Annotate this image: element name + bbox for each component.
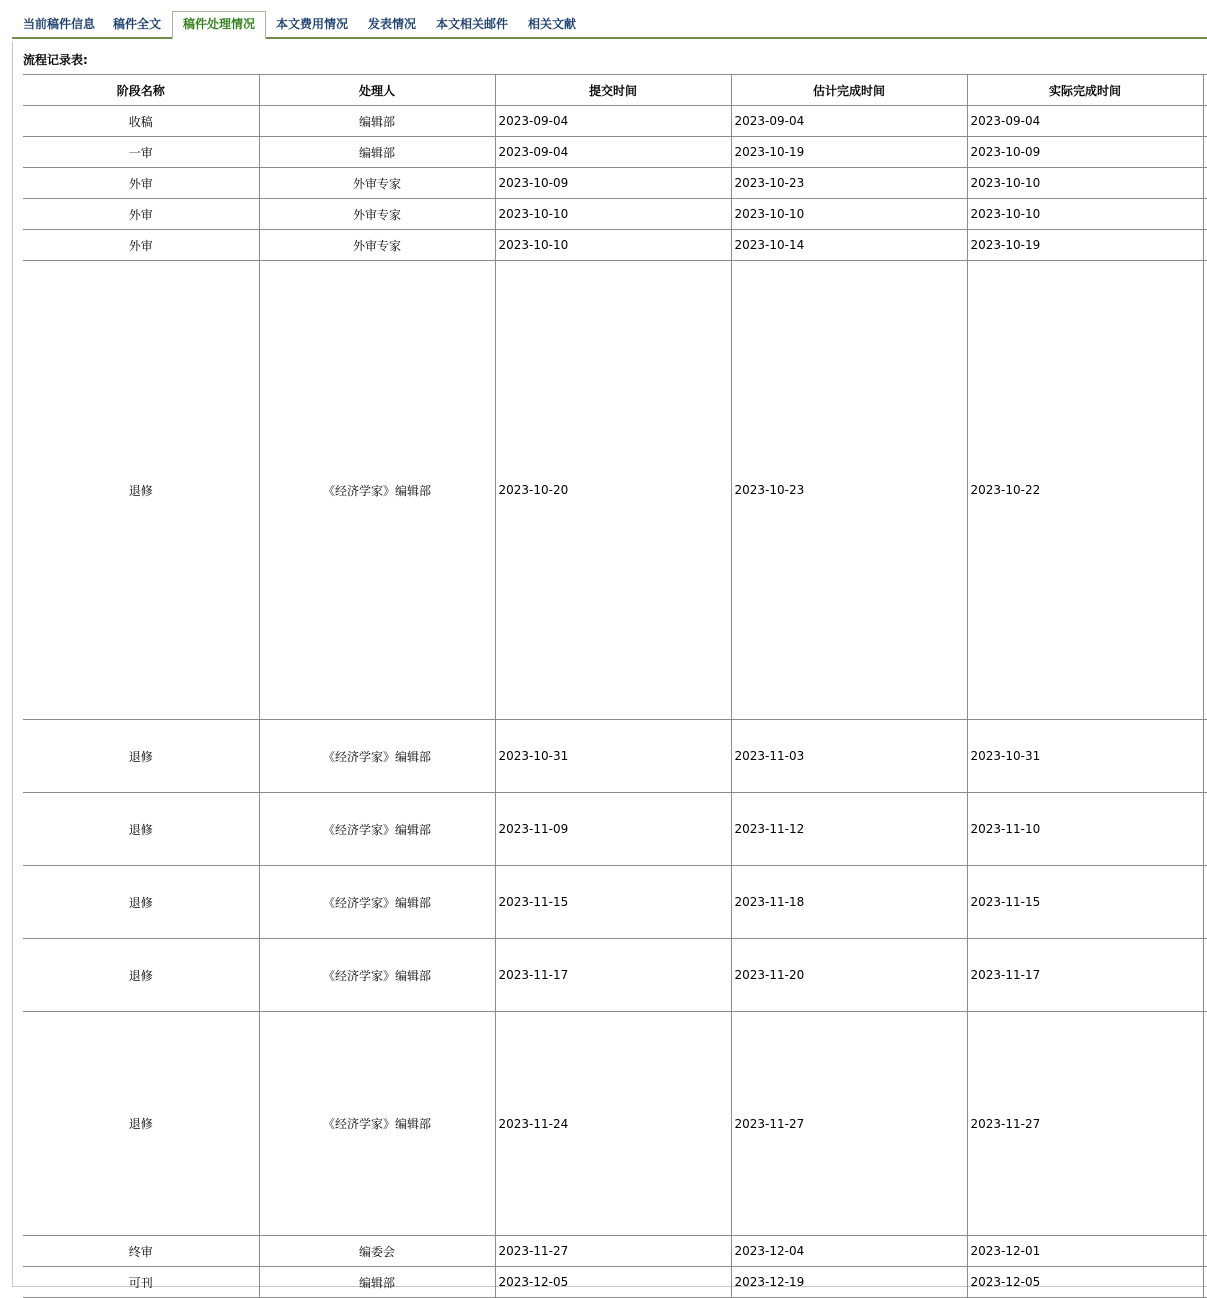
header-estimated: 估计完成时间 bbox=[731, 75, 967, 106]
cell-handler: 《经济学家》编辑部 bbox=[259, 939, 495, 1012]
header-submitted: 提交时间 bbox=[495, 75, 731, 106]
table-row bbox=[23, 261, 1207, 720]
section-title: 流程记录表: bbox=[23, 53, 88, 67]
tab-publication-status[interactable]: 发表情况 bbox=[367, 17, 416, 31]
table-row bbox=[23, 106, 1207, 137]
cell-submitted: 2023-12-05 bbox=[495, 1267, 731, 1298]
cell-estimated: 2023-10-10 bbox=[731, 199, 967, 230]
cell-cut-off bbox=[1203, 106, 1207, 137]
cell-actual: 2023-10-22 bbox=[967, 261, 1203, 720]
header-stage: 阶段名称 bbox=[23, 75, 259, 106]
cell-handler: 《经济学家》编辑部 bbox=[259, 720, 495, 793]
cell-stage: 退修 bbox=[23, 720, 259, 793]
cell-submitted: 2023-11-27 bbox=[495, 1236, 731, 1267]
table-row bbox=[23, 866, 1207, 939]
cell-stage: 外审 bbox=[23, 230, 259, 261]
header-actual: 实际完成时间 bbox=[967, 75, 1203, 106]
cell-actual: 2023-10-19 bbox=[967, 230, 1203, 261]
cell-handler: 外审专家 bbox=[259, 199, 495, 230]
table-row bbox=[23, 720, 1207, 793]
cell-handler: 《经济学家》编辑部 bbox=[259, 261, 495, 720]
cell-submitted: 2023-11-17 bbox=[495, 939, 731, 1012]
cell-actual: 2023-12-01 bbox=[967, 1236, 1203, 1267]
cell-handler: 《经济学家》编辑部 bbox=[259, 1012, 495, 1236]
tab-current-manuscript-info[interactable]: 当前稿件信息 bbox=[22, 17, 95, 31]
cell-stage: 退修 bbox=[23, 866, 259, 939]
cell-submitted: 2023-10-20 bbox=[495, 261, 731, 720]
cell-handler: 编委会 bbox=[259, 1236, 495, 1267]
cell-cut-off bbox=[1203, 230, 1207, 261]
header-handler: 处理人 bbox=[259, 75, 495, 106]
cell-stage: 终审 bbox=[23, 1236, 259, 1267]
tab-processing-status[interactable]: 稿件处理情况 bbox=[172, 11, 266, 40]
cell-cut-off bbox=[1203, 793, 1207, 866]
cell-estimated: 2023-11-12 bbox=[731, 793, 967, 866]
cell-submitted: 2023-10-09 bbox=[495, 168, 731, 199]
cell-submitted: 2023-11-15 bbox=[495, 866, 731, 939]
cell-cut-off bbox=[1203, 137, 1207, 168]
cell-estimated: 2023-11-18 bbox=[731, 866, 967, 939]
cell-actual: 2023-10-10 bbox=[967, 199, 1203, 230]
header-cut-off bbox=[1203, 75, 1207, 106]
cell-cut-off bbox=[1203, 939, 1207, 1012]
cell-cut-off bbox=[1203, 720, 1207, 793]
table-row bbox=[23, 199, 1207, 230]
cell-actual: 2023-11-10 bbox=[967, 793, 1203, 866]
table-row bbox=[23, 230, 1207, 261]
cell-stage: 退修 bbox=[23, 261, 259, 720]
cell-stage: 退修 bbox=[23, 793, 259, 866]
cell-handler: 外审专家 bbox=[259, 230, 495, 261]
content-panel bbox=[12, 41, 1207, 1290]
cell-handler: 编辑部 bbox=[259, 106, 495, 137]
cell-stage: 外审 bbox=[23, 168, 259, 199]
cell-estimated: 2023-12-19 bbox=[731, 1267, 967, 1298]
table-row bbox=[23, 939, 1207, 1012]
tab-related-literature[interactable]: 相关文献 bbox=[527, 17, 576, 31]
cell-stage: 可刊 bbox=[23, 1267, 259, 1298]
cell-estimated: 2023-12-04 bbox=[731, 1236, 967, 1267]
tab-related-emails[interactable]: 本文相关邮件 bbox=[435, 17, 508, 31]
cell-estimated: 2023-11-27 bbox=[731, 1012, 967, 1236]
cell-actual: 2023-11-17 bbox=[967, 939, 1203, 1012]
cell-stage: 一审 bbox=[23, 137, 259, 168]
table-header-row bbox=[23, 75, 1207, 106]
tab-fees[interactable]: 本文费用情况 bbox=[275, 17, 348, 31]
cell-submitted: 2023-11-24 bbox=[495, 1012, 731, 1236]
table-row bbox=[23, 137, 1207, 168]
cell-actual: 2023-10-10 bbox=[967, 168, 1203, 199]
cell-handler: 编辑部 bbox=[259, 137, 495, 168]
cell-estimated: 2023-11-03 bbox=[731, 720, 967, 793]
cell-handler: 《经济学家》编辑部 bbox=[259, 866, 495, 939]
cell-submitted: 2023-11-09 bbox=[495, 793, 731, 866]
cell-stage: 收稿 bbox=[23, 106, 259, 137]
cell-actual: 2023-10-31 bbox=[967, 720, 1203, 793]
cell-cut-off bbox=[1203, 1236, 1207, 1267]
cell-submitted: 2023-09-04 bbox=[495, 137, 731, 168]
cell-cut-off bbox=[1203, 261, 1207, 720]
cell-actual: 2023-12-05 bbox=[967, 1267, 1203, 1298]
cell-estimated: 2023-11-20 bbox=[731, 939, 967, 1012]
cell-cut-off bbox=[1203, 1012, 1207, 1236]
tab-full-text[interactable]: 稿件全文 bbox=[112, 17, 161, 31]
table-row bbox=[23, 1012, 1207, 1236]
cell-handler: 外审专家 bbox=[259, 168, 495, 199]
cell-submitted: 2023-10-10 bbox=[495, 230, 731, 261]
cell-actual: 2023-10-09 bbox=[967, 137, 1203, 168]
cell-submitted: 2023-09-04 bbox=[495, 106, 731, 137]
table-row bbox=[23, 793, 1207, 866]
cell-handler: 《经济学家》编辑部 bbox=[259, 793, 495, 866]
table-row bbox=[23, 1236, 1207, 1267]
cell-actual: 2023-11-15 bbox=[967, 866, 1203, 939]
flow-record-table bbox=[23, 74, 1207, 1298]
cell-actual: 2023-11-27 bbox=[967, 1012, 1203, 1236]
cell-submitted: 2023-10-31 bbox=[495, 720, 731, 793]
table-row bbox=[23, 168, 1207, 199]
cell-stage: 退修 bbox=[23, 939, 259, 1012]
cell-stage: 外审 bbox=[23, 199, 259, 230]
cell-cut-off bbox=[1203, 199, 1207, 230]
cell-estimated: 2023-10-23 bbox=[731, 168, 967, 199]
cell-estimated: 2023-10-23 bbox=[731, 261, 967, 720]
cell-cut-off bbox=[1203, 168, 1207, 199]
cell-actual: 2023-09-04 bbox=[967, 106, 1203, 137]
cell-estimated: 2023-10-14 bbox=[731, 230, 967, 261]
cell-submitted: 2023-10-10 bbox=[495, 199, 731, 230]
cell-stage: 退修 bbox=[23, 1012, 259, 1236]
cell-handler: 编辑部 bbox=[259, 1267, 495, 1298]
tab-bar bbox=[12, 8, 1207, 39]
cell-estimated: 2023-10-19 bbox=[731, 137, 967, 168]
cell-cut-off bbox=[1203, 866, 1207, 939]
cell-estimated: 2023-09-04 bbox=[731, 106, 967, 137]
